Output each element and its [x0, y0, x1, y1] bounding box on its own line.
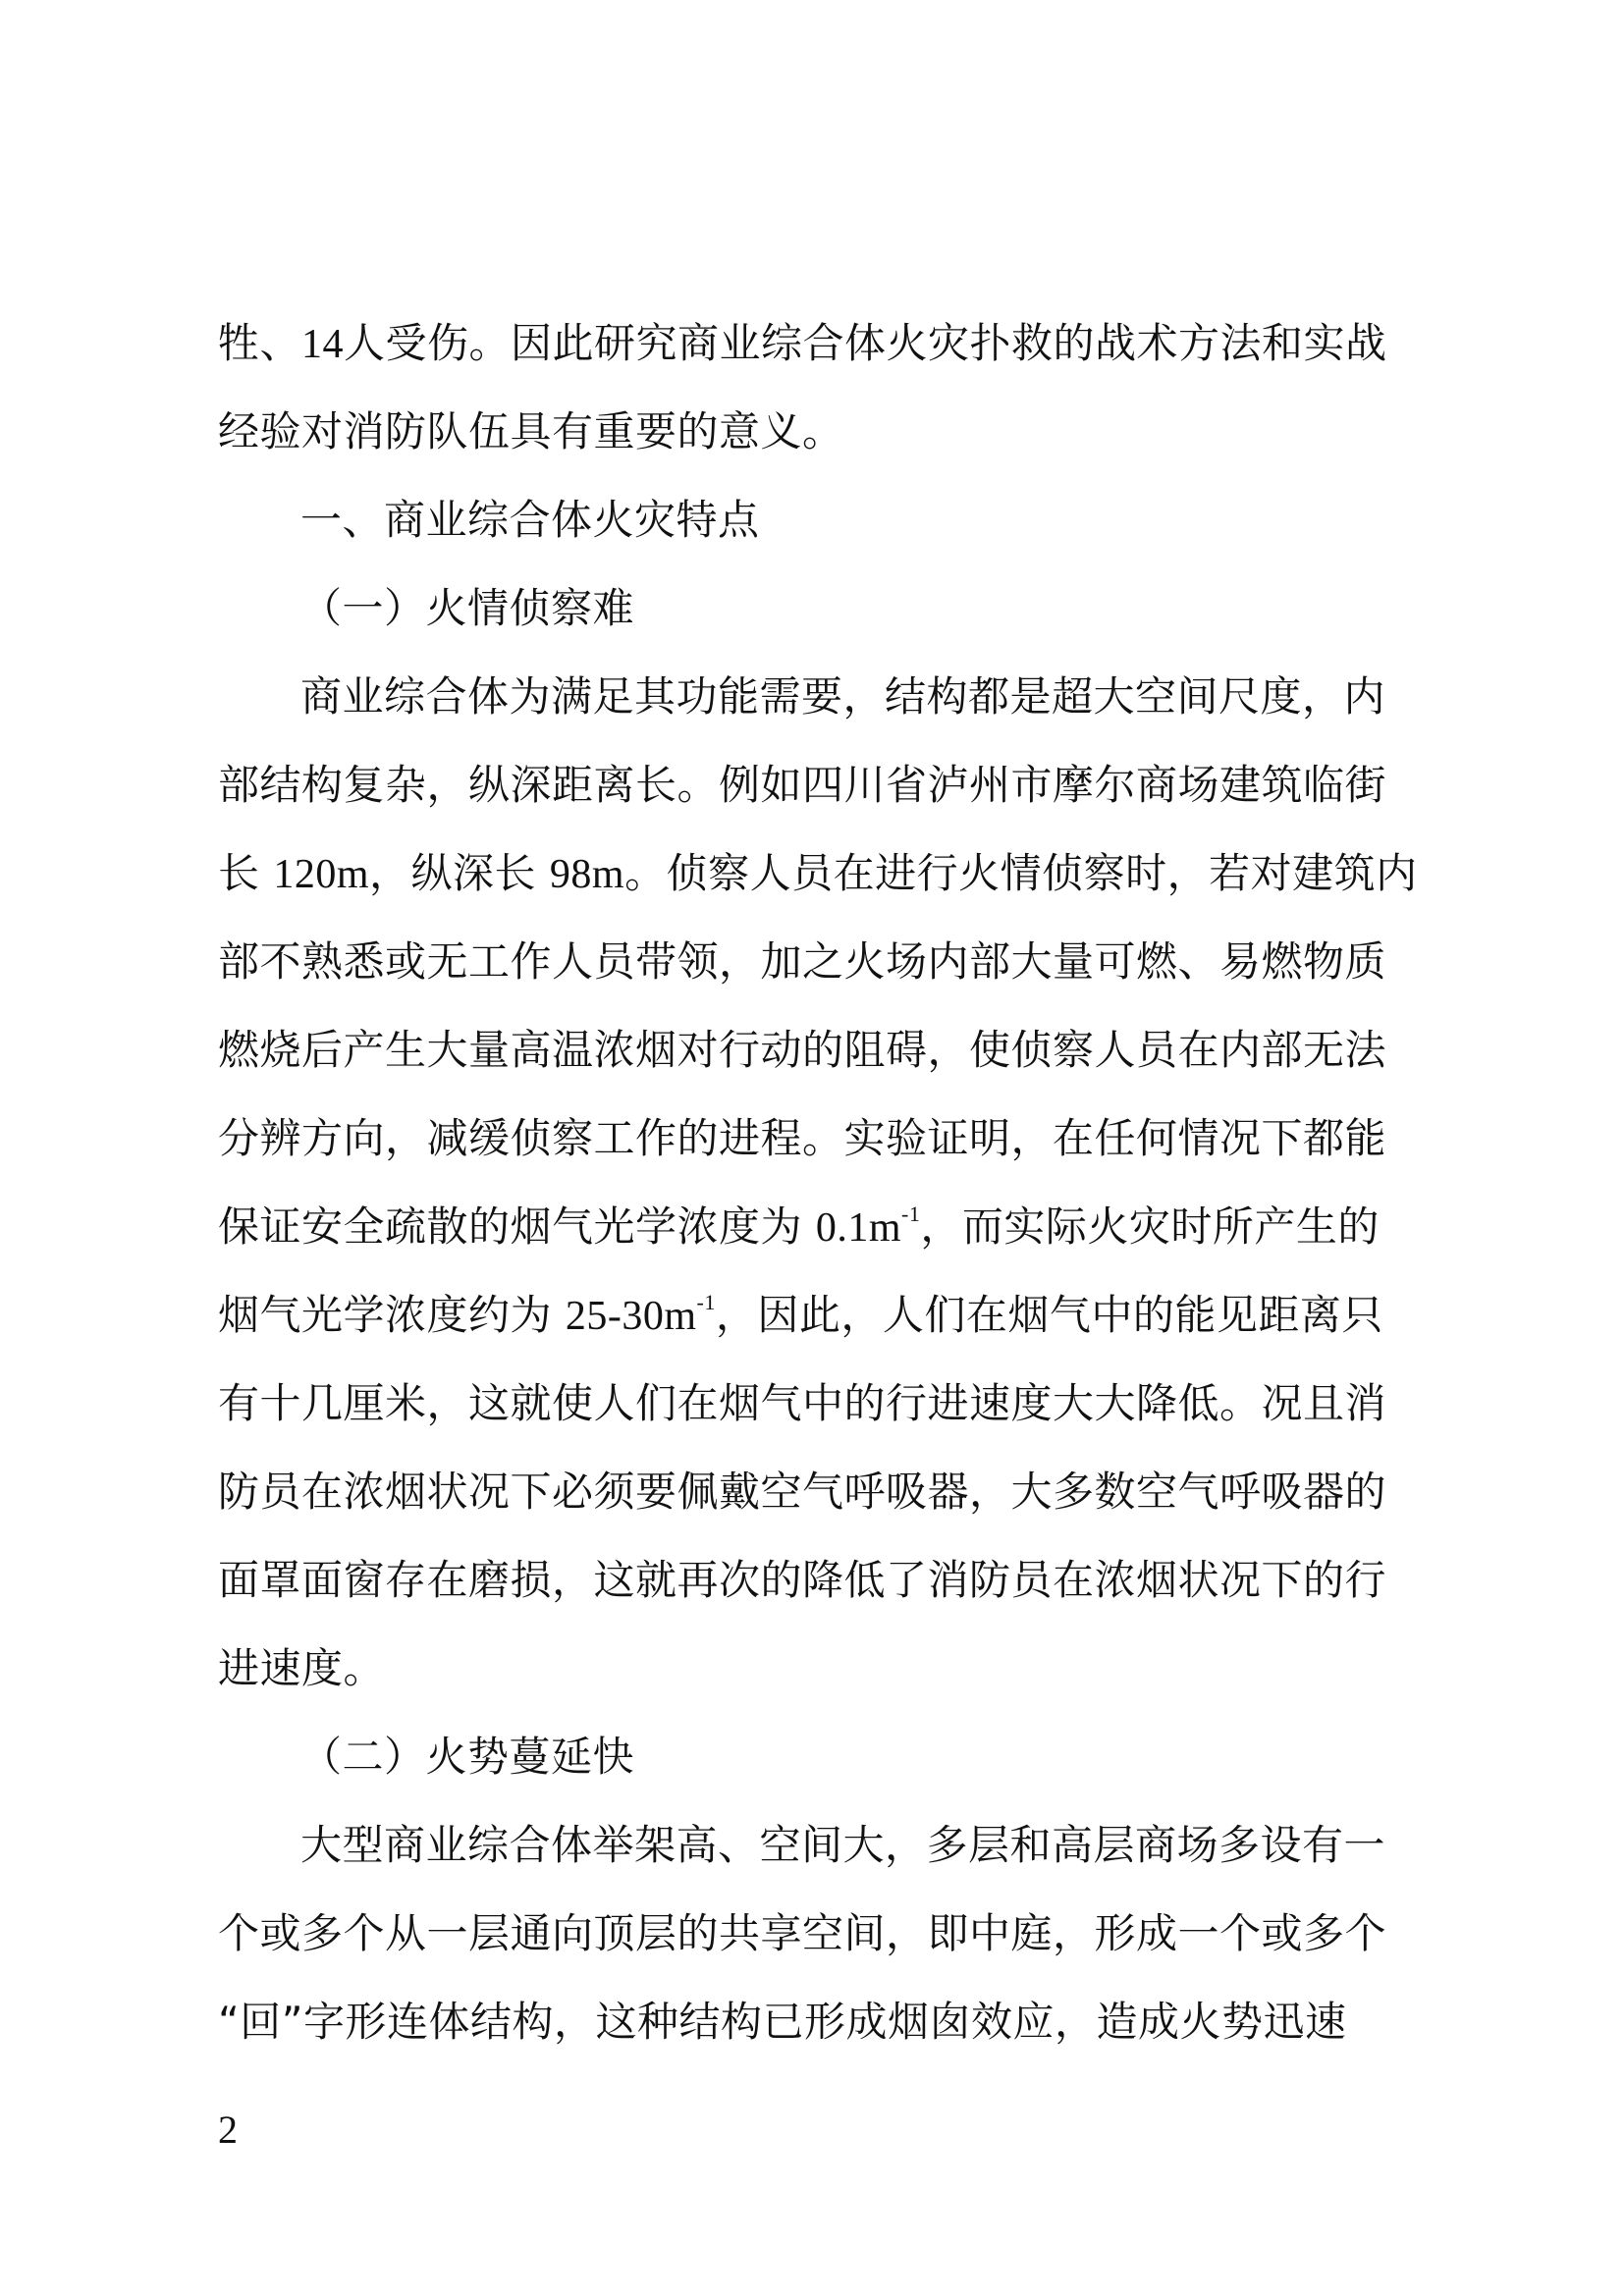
body-line: 大型商业综合体举架高、空间大，多层和高层商场多设有一 — [300, 1821, 1386, 1869]
section-heading: 一、商业综合体火灾特点 — [300, 496, 760, 544]
body-line: 有十几厘米，这就使人们在烟气中的行进速度大大降低。况且消 — [218, 1379, 1387, 1427]
body-line: 经验对消防队伍具有重要的意义。 — [218, 407, 844, 455]
body-line: 进速度。 — [218, 1644, 386, 1692]
body-line: 面罩面窗存在磨损，这就再次的降低了消防员在浓烟状况下的行 — [218, 1556, 1387, 1604]
body-line: 分辨方向，减缓侦察工作的进程。实验证明，在任何情况下都能 — [218, 1114, 1387, 1162]
body-line: 商业综合体为满足其功能需要，结构都是超大空间尺度，内 — [300, 672, 1386, 721]
body-line: 牲、14人受伤。因此研究商业综合体火灾扑救的战术方法和实战 — [218, 319, 1387, 367]
body-line: 个或多个从一层通向顶层的共享空间，即中庭，形成一个或多个 — [218, 1909, 1387, 1957]
body-line: 部结构复杂，纵深距离长。例如四川省泸州市摩尔商场建筑临街 — [218, 761, 1387, 809]
body-line: 烟气光学浓度约为 $25-30m^{-1}$，因此，人们在烟气中的能见距离只 — [218, 1290, 1383, 1339]
page-number: 2 — [218, 2108, 238, 2152]
body-line: 保证安全疏散的烟气光学浓度为 $0.1m^{-1}$，而实际火灾时所产生的 — [218, 1201, 1380, 1251]
body-line: 燃烧后产生大量高温浓烟对行动的阻碍，使侦察人员在内部无法 — [218, 1026, 1387, 1074]
subsection-heading: （二）火势蔓延快 — [300, 1733, 635, 1781]
body-line: 防员在浓烟状况下必须要佩戴空气呼吸器，大多数空气呼吸器的 — [218, 1468, 1387, 1516]
body-line: “回”字形连体结构，这种结构已形成烟囱效应，造成火势迅速 — [218, 1998, 1347, 2046]
body-line: 长 120m，纵深长 98m。侦察人员在进行火情侦察时，若对建筑内 — [218, 849, 1418, 897]
subsection-heading: （一）火情侦察难 — [300, 584, 635, 632]
body-line: 部不熟悉或无工作人员带领，加之火场内部大量可燃、易燃物质 — [218, 937, 1387, 986]
